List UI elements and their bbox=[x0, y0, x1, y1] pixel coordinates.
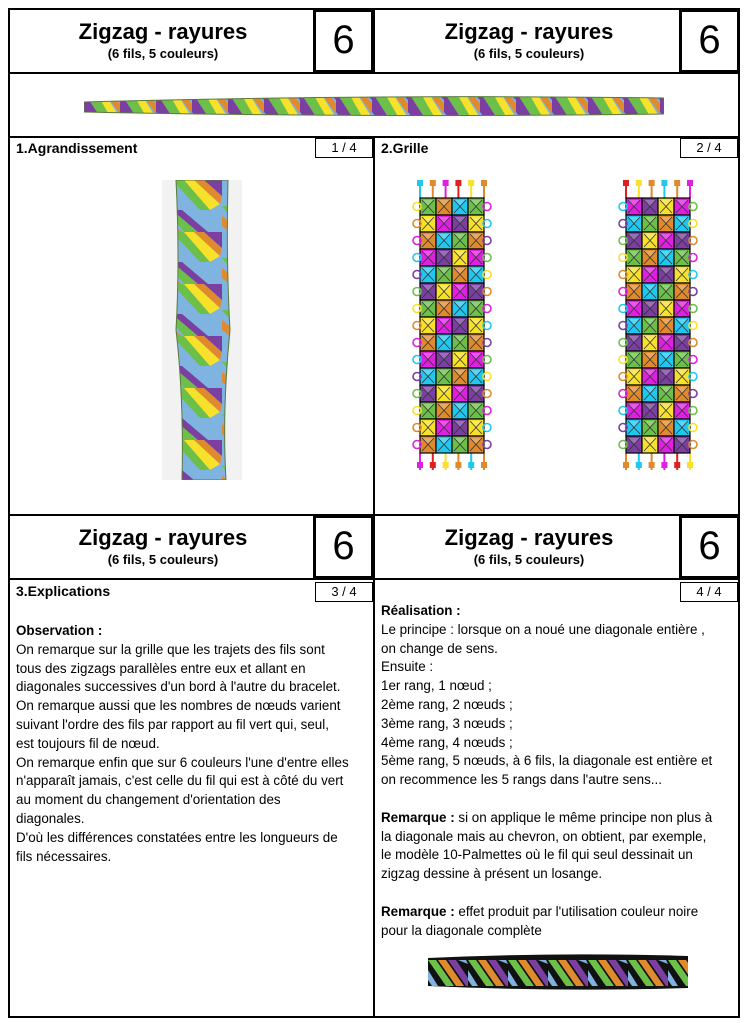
knot-cell bbox=[626, 283, 642, 300]
card-number-box: 6 bbox=[313, 515, 374, 579]
knot-cell bbox=[626, 419, 642, 436]
thread-end bbox=[674, 462, 680, 468]
knot-cell bbox=[658, 334, 674, 351]
knot-cell bbox=[420, 351, 436, 368]
knot-cell bbox=[674, 198, 690, 215]
knot-cell bbox=[658, 317, 674, 334]
knot-cell bbox=[642, 198, 658, 215]
text-line: la diagonale mais au chevron, on obtient, par exemple, bbox=[381, 828, 707, 844]
knot-cell bbox=[420, 300, 436, 317]
knot-cell bbox=[468, 402, 484, 419]
knot-cell bbox=[642, 402, 658, 419]
knot-cell bbox=[658, 351, 674, 368]
page-indicator-4: 4 / 4 bbox=[680, 582, 738, 602]
section-1-title: 1.Agrandissement bbox=[16, 140, 138, 156]
knot-cell bbox=[626, 436, 642, 453]
knot-cell bbox=[642, 317, 658, 334]
knot-cell bbox=[436, 368, 452, 385]
knot-cell bbox=[452, 215, 468, 232]
text-line: zigzag dessine à présent un losange. bbox=[381, 866, 603, 882]
section-2-title: 2.Grille bbox=[381, 140, 429, 156]
explications-text bbox=[16, 622, 368, 866]
knot-cell bbox=[658, 385, 674, 402]
knot-cell bbox=[436, 317, 452, 334]
thread-end bbox=[430, 180, 436, 186]
knot-cell bbox=[674, 402, 690, 419]
knot-cell bbox=[420, 436, 436, 453]
remark-label: Remarque : bbox=[381, 903, 455, 919]
knot-cell bbox=[468, 283, 484, 300]
page-indicator-3: 3 / 4 bbox=[315, 582, 373, 602]
card-number-box: 6 bbox=[679, 515, 740, 579]
knot-cell bbox=[436, 300, 452, 317]
thread-end bbox=[417, 180, 423, 186]
knot-cell bbox=[674, 215, 690, 232]
text-line: n'apparaît jamais, c'est celle du fil qui est à côté du vert bbox=[16, 773, 344, 789]
knot-cell bbox=[658, 300, 674, 317]
knot-cell bbox=[420, 266, 436, 283]
thread-end bbox=[417, 462, 423, 468]
realisation-text bbox=[381, 602, 736, 940]
knot-cell bbox=[642, 351, 658, 368]
thread-end bbox=[481, 462, 487, 468]
knot-cell bbox=[420, 232, 436, 249]
knot-cell bbox=[436, 436, 452, 453]
knot-cell bbox=[642, 215, 658, 232]
card-number-box: 6 bbox=[679, 9, 740, 73]
thread-end bbox=[430, 462, 436, 468]
knot-cell bbox=[420, 317, 436, 334]
thread-end bbox=[687, 462, 693, 468]
knot-cell bbox=[658, 368, 674, 385]
knot-cell bbox=[642, 266, 658, 283]
knot-cell bbox=[452, 351, 468, 368]
knot-cell bbox=[452, 249, 468, 266]
bracelet-photo bbox=[84, 84, 664, 128]
thread-end bbox=[649, 180, 655, 186]
knot-cell bbox=[626, 385, 642, 402]
knot-cell bbox=[468, 198, 484, 215]
knot-cell bbox=[674, 385, 690, 402]
knot-cell bbox=[420, 249, 436, 266]
thread-end bbox=[623, 462, 629, 468]
realisation-heading: Réalisation : bbox=[381, 603, 461, 618]
knot-cell bbox=[468, 317, 484, 334]
knot-cell bbox=[626, 368, 642, 385]
knot-cell bbox=[436, 419, 452, 436]
page-indicator-2: 2 / 4 bbox=[680, 138, 738, 158]
knot-cell bbox=[674, 283, 690, 300]
thread-end bbox=[674, 180, 680, 186]
knot-cell bbox=[642, 249, 658, 266]
thread-end bbox=[455, 462, 461, 468]
knot-cell bbox=[452, 402, 468, 419]
knot-cell bbox=[658, 419, 674, 436]
thread-end bbox=[468, 180, 474, 186]
knot-cell bbox=[642, 436, 658, 453]
thread-end bbox=[443, 180, 449, 186]
section-3-title: 3.Explications bbox=[16, 583, 111, 599]
text-line: 2ème rang, 2 nœuds ; bbox=[381, 696, 513, 712]
text-line: suivant l'ordre des fils par rapport au fil vert qui, seul, bbox=[16, 716, 329, 732]
knot-cell bbox=[436, 215, 452, 232]
knot-cell bbox=[626, 351, 642, 368]
knot-cell bbox=[626, 334, 642, 351]
knot-cell bbox=[642, 300, 658, 317]
bracelet-closeup-photo bbox=[162, 180, 242, 480]
knot-cell bbox=[452, 317, 468, 334]
card-subtitle: (6 fils, 5 couleurs) bbox=[473, 552, 585, 567]
text-line: 5ème rang, 5 nœuds, à 6 fils, la diagonale est entière et bbox=[381, 753, 713, 769]
text-line: tous des zigzags parallèles entre eux et allant en bbox=[16, 660, 306, 676]
knot-cell bbox=[452, 300, 468, 317]
observation-heading: Observation : bbox=[16, 623, 103, 638]
knot-cell bbox=[420, 368, 436, 385]
knot-cell bbox=[452, 283, 468, 300]
text-line: 1er rang, 1 nœud ; bbox=[381, 678, 492, 694]
knot-cell bbox=[436, 266, 452, 283]
card-title-block-2 bbox=[380, 20, 678, 62]
card-title-block-4 bbox=[380, 526, 678, 568]
knot-cell bbox=[420, 402, 436, 419]
knot-cell bbox=[642, 368, 658, 385]
knot-cell bbox=[642, 334, 658, 351]
knot-cell bbox=[658, 232, 674, 249]
thread-end bbox=[468, 462, 474, 468]
knot-cell bbox=[468, 351, 484, 368]
card-title: Zigzag - rayures bbox=[78, 19, 248, 44]
knot-cell bbox=[436, 249, 452, 266]
thread-end bbox=[649, 462, 655, 468]
card-number-box: 6 bbox=[313, 9, 374, 73]
knot-cell bbox=[420, 198, 436, 215]
thread-end bbox=[455, 180, 461, 186]
knot-cell bbox=[468, 436, 484, 453]
thread-end bbox=[636, 180, 642, 186]
knot-cell bbox=[658, 215, 674, 232]
card-subtitle: (6 fils, 5 couleurs) bbox=[107, 46, 219, 61]
knot-cell bbox=[626, 266, 642, 283]
thread-end bbox=[661, 180, 667, 186]
knot-cell bbox=[452, 368, 468, 385]
knot-cell bbox=[626, 300, 642, 317]
thread-end bbox=[636, 462, 642, 468]
knot-cell bbox=[420, 334, 436, 351]
knot-cell bbox=[452, 385, 468, 402]
text-line: diagonales. bbox=[16, 810, 85, 826]
knot-cell bbox=[626, 402, 642, 419]
knot-cell bbox=[452, 334, 468, 351]
knot-cell bbox=[674, 351, 690, 368]
knot-cell bbox=[420, 215, 436, 232]
text-line: Ensuite : bbox=[381, 659, 434, 675]
knot-cell bbox=[436, 351, 452, 368]
thread-end bbox=[661, 462, 667, 468]
text-line: pour la diagonale complète bbox=[381, 922, 542, 938]
card-title: Zigzag - rayures bbox=[444, 19, 614, 44]
knot-cell bbox=[468, 334, 484, 351]
knot-cell bbox=[468, 300, 484, 317]
text-line: on recommence les 5 rangs dans l'autre sens... bbox=[381, 772, 662, 788]
knot-cell bbox=[674, 334, 690, 351]
knot-cell bbox=[436, 232, 452, 249]
knot-cell bbox=[658, 283, 674, 300]
knot-cell bbox=[420, 419, 436, 436]
knot-cell bbox=[642, 419, 658, 436]
knot-cell bbox=[674, 368, 690, 385]
knot-cell bbox=[674, 300, 690, 317]
text-line: 4ème rang, 4 nœuds ; bbox=[381, 734, 513, 750]
knot-cell bbox=[420, 385, 436, 402]
knot-cell bbox=[468, 232, 484, 249]
knot-cell bbox=[626, 215, 642, 232]
card-title: Zigzag - rayures bbox=[444, 525, 614, 550]
knot-cell bbox=[468, 266, 484, 283]
text-line: le modèle 10-Palmettes où le fil qui seul dessinait un bbox=[381, 847, 693, 863]
knot-cell bbox=[626, 317, 642, 334]
knot-cell bbox=[468, 419, 484, 436]
knot-cell bbox=[674, 436, 690, 453]
knot-cell bbox=[642, 385, 658, 402]
knot-cell bbox=[452, 232, 468, 249]
text-line: si on applique le même principe non plus à bbox=[454, 809, 713, 825]
knot-cell bbox=[452, 419, 468, 436]
knot-cell bbox=[436, 402, 452, 419]
thread-end bbox=[623, 180, 629, 186]
knot-cell bbox=[452, 436, 468, 453]
remark-label: Remarque : bbox=[381, 809, 455, 825]
knot-cell bbox=[658, 436, 674, 453]
knot-cell bbox=[468, 215, 484, 232]
knot-cell bbox=[468, 385, 484, 402]
card-subtitle: (6 fils, 5 couleurs) bbox=[107, 552, 219, 567]
knot-cell bbox=[658, 249, 674, 266]
text-line: fils nécessaires. bbox=[16, 848, 112, 864]
knot-cell bbox=[674, 232, 690, 249]
text-line: effet produit par l'utilisation couleur noire bbox=[454, 903, 699, 919]
knot-cell bbox=[658, 198, 674, 215]
knot-cell bbox=[436, 198, 452, 215]
knot-cell bbox=[452, 266, 468, 283]
knot-cell bbox=[642, 232, 658, 249]
knot-cell bbox=[626, 249, 642, 266]
knot-cell bbox=[436, 334, 452, 351]
knot-cell bbox=[626, 232, 642, 249]
thread-end bbox=[443, 462, 449, 468]
knot-cell bbox=[452, 198, 468, 215]
text-line: Le principe : lorsque on a noué une diagonale entière , bbox=[381, 621, 705, 637]
knot-cell bbox=[674, 317, 690, 334]
text-line: au moment du changement d'orientation des bbox=[16, 792, 281, 808]
knot-grid-diagram-left bbox=[410, 178, 494, 474]
page-indicator-1: 1 / 4 bbox=[315, 138, 373, 158]
card-subtitle: (6 fils, 5 couleurs) bbox=[473, 46, 585, 61]
text-line: D'où les différences constatées entre les longueurs de bbox=[16, 829, 338, 845]
thread-end bbox=[687, 180, 693, 186]
black-diagonal-bracelet-photo bbox=[428, 946, 688, 998]
text-line: est toujours fil de nœud. bbox=[16, 735, 160, 751]
knot-cell bbox=[674, 419, 690, 436]
knot-cell bbox=[658, 402, 674, 419]
knot-cell bbox=[468, 368, 484, 385]
text-line: On remarque aussi que les nombres de nœuds varient bbox=[16, 698, 341, 714]
knot-cell bbox=[436, 283, 452, 300]
card-title-block-3 bbox=[14, 526, 312, 568]
text-line: 3ème rang, 3 nœuds ; bbox=[381, 715, 513, 731]
knot-cell bbox=[420, 283, 436, 300]
text-line: on change de sens. bbox=[381, 640, 498, 656]
knot-cell bbox=[674, 249, 690, 266]
knot-cell bbox=[674, 266, 690, 283]
knot-cell bbox=[658, 266, 674, 283]
knot-grid-diagram-right bbox=[616, 178, 700, 474]
knot-cell bbox=[436, 385, 452, 402]
knot-cell bbox=[468, 249, 484, 266]
thread-end bbox=[481, 180, 487, 186]
knot-cell bbox=[642, 283, 658, 300]
knot-cell bbox=[626, 198, 642, 215]
card-title: Zigzag - rayures bbox=[78, 525, 248, 550]
text-line: On remarque sur la grille que les trajets des fils sont bbox=[16, 641, 325, 657]
text-line: diagonales successives d'un bord à l'autre du bracelet. bbox=[16, 679, 341, 695]
card-title-block-1 bbox=[14, 20, 312, 62]
text-line: On remarque enfin que sur 6 couleurs l'une d'entre elles bbox=[16, 754, 349, 770]
